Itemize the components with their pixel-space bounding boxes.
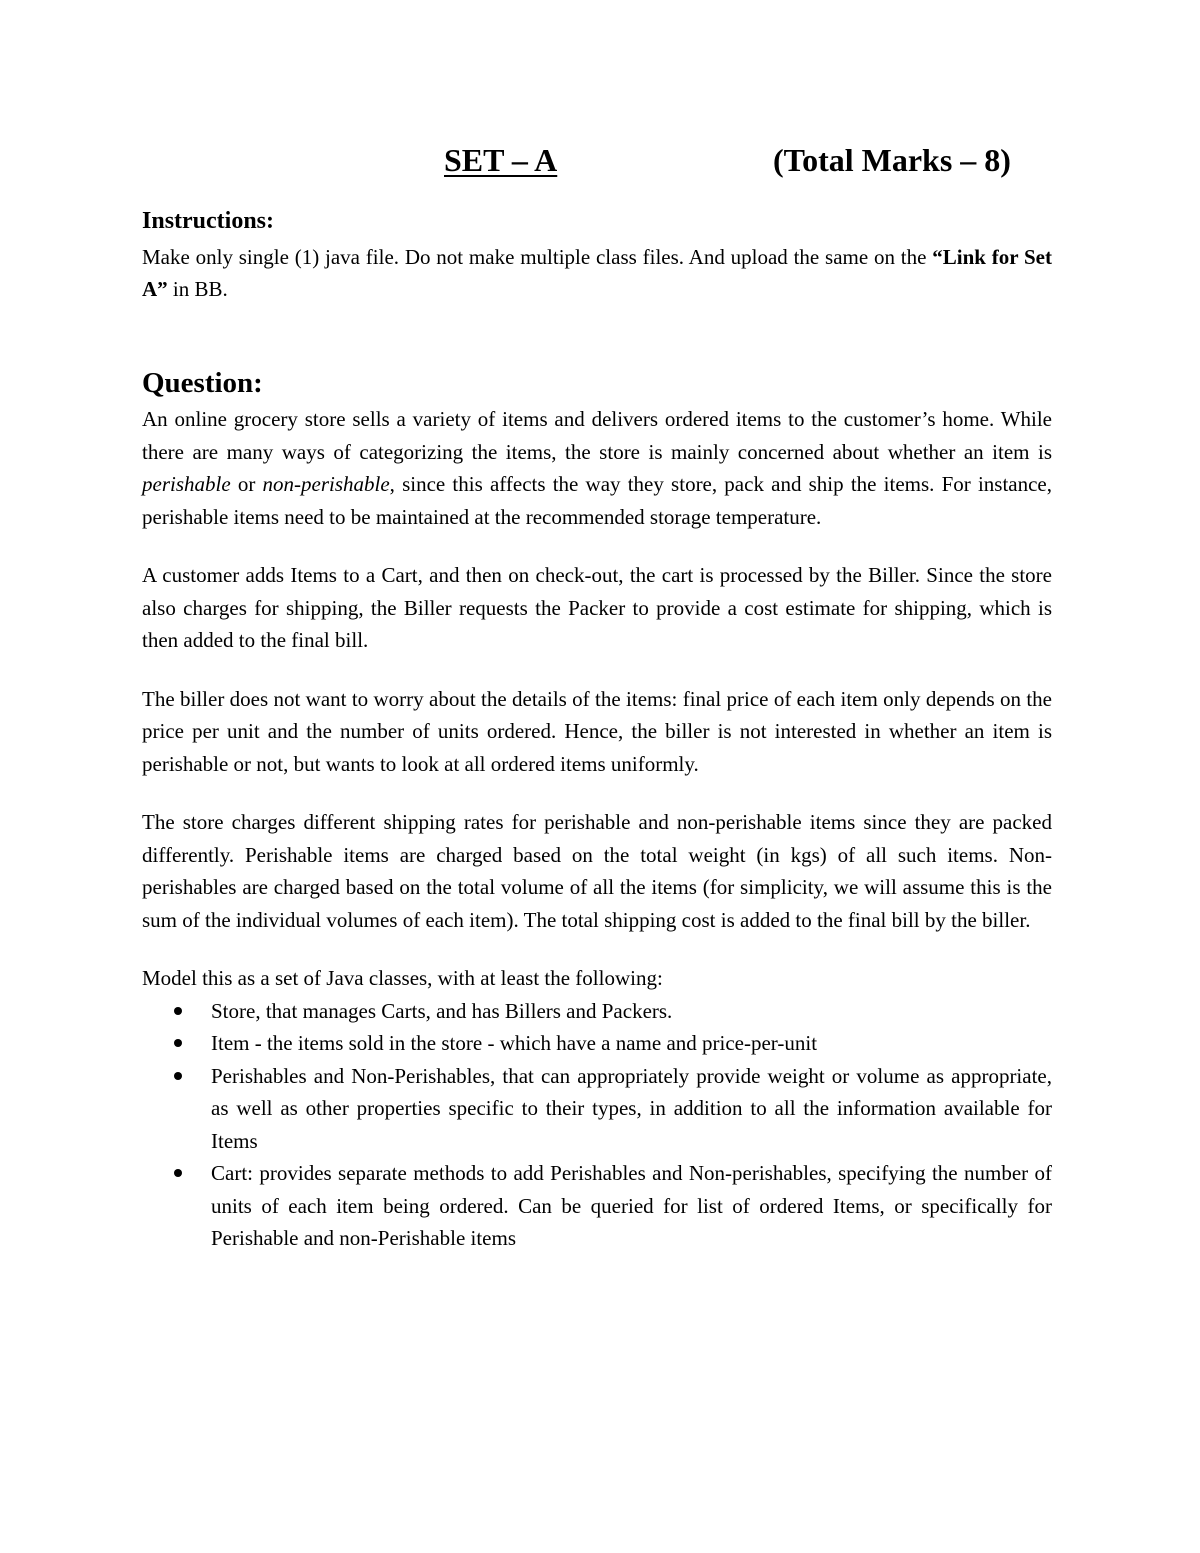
list-item-text: Perishables and Non-Perishables, that can appropriately provide weight or volume as appropriate, as well as other properties specific to their types, in addition to all the information available for Items	[211, 1063, 1052, 1153]
p1-text-b: or	[230, 472, 263, 496]
question-paragraph-2: A customer adds Items to a Cart, and then on check-out, the cart is processed by the Biller. Since the store also charges for shipping, the Biller requests the Packer to provide a cost estimate for shipping, which is then added to the final bill.	[142, 563, 1052, 652]
bullet-icon	[174, 1072, 182, 1080]
instructions-text-after: in BB.	[167, 277, 228, 301]
list-item	[211, 995, 1052, 1028]
list-item	[211, 1060, 1052, 1158]
instructions-text	[142, 241, 1052, 305]
set-title: SET – A	[444, 142, 558, 178]
requirements-list	[142, 995, 1052, 1255]
p1-italic-non-perishable: non-perishable	[262, 472, 390, 496]
question-paragraph-4: The store charges different shipping rates for perishable and non-perishable items since they are packed differently. Perishable items are charged based on the total weight (in kgs) of all such items. Non-perishables are charged based on the total volume of all the items (for simplicity, we will assume this is the sum of the individual volumes of each item). The total shipping cost is added to the final bill by the biller.	[142, 810, 1052, 932]
list-item-text: Item - the items sold in the store - which have a name and price-per-unit	[211, 1031, 818, 1055]
p1-text-a: An online grocery store sells a variety of items and delivers ordered items to the customer’s home. While there are many ways of categorizing the items, the store is mainly concerned about whether an item is	[142, 407, 1052, 464]
list-item	[211, 1027, 1052, 1060]
document-body	[142, 205, 1052, 1255]
bullet-icon	[174, 1039, 182, 1047]
list-item-text: Cart: provides separate methods to add Perishables and Non-perishables, specifying the number of units of each item being ordered. Can be queried for list of ordered Items, or specifically for Perishable and non-Perishable items	[211, 1161, 1052, 1250]
question-paragraph-3: The biller does not want to worry about the details of the items: final price of each item only depends on the price per unit and the number of units ordered. Hence, the biller is not interested in whether an item is perishable or not, but wants to look at all ordered items uniformly.	[142, 686, 1052, 776]
bullet-icon	[174, 1169, 182, 1177]
list-item	[211, 1157, 1052, 1255]
instructions-text-before: Make only single (1) java file. Do not make multiple class files. And upload the same on the	[142, 245, 933, 269]
total-marks: (Total Marks – 8)	[773, 142, 1011, 178]
list-item-text: Store, that manages Carts, and has Billers and Packers.	[211, 998, 673, 1023]
question-paragraph-1	[142, 403, 1052, 533]
instructions-link-text: “Link for Set A”	[142, 245, 1052, 301]
instructions-heading: Instructions:	[142, 208, 275, 234]
question-heading: Question:	[142, 367, 263, 399]
p1-italic-perishable: perishable	[142, 472, 231, 496]
bullet-icon	[174, 1007, 182, 1015]
question-paragraph-5: Model this as a set of Java classes, with at least the following:	[142, 966, 663, 990]
p1-text-c: , since this affects the way they store, pack and ship the items. For instance, perishable items need to be maintained at the recommended storage temperature.	[142, 472, 1052, 529]
